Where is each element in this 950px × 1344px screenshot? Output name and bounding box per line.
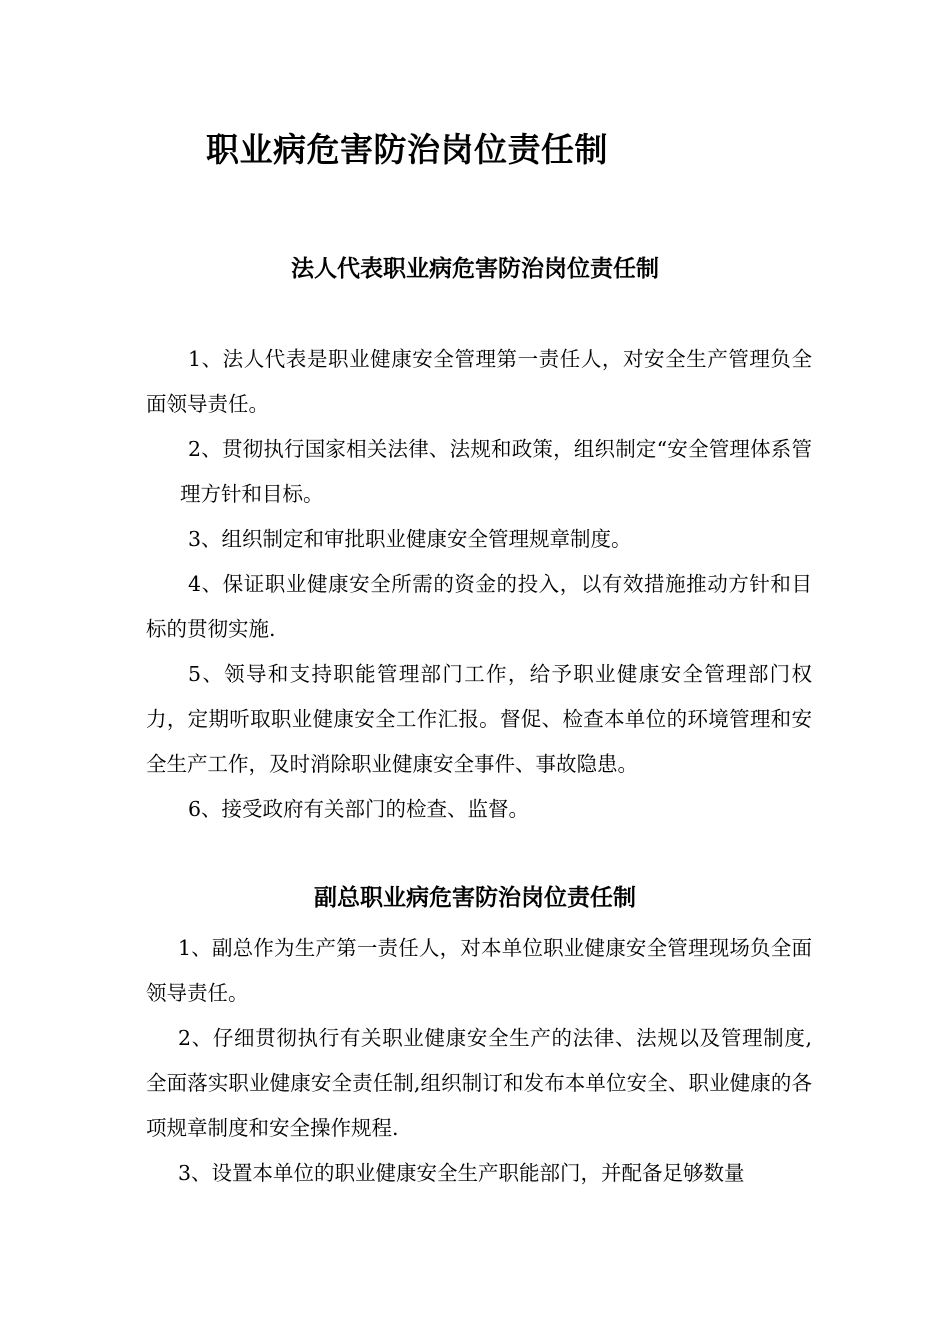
clause-legal-6: 6、接受政府有关部门的检查、监督。 [188,797,530,821]
section-heading-deputy-manager: 副总职业病危害防治岗位责任制 [314,885,636,911]
clause-deputy-1: 1、副总作为生产第一责任人，对本单位职业健康安全管理现场负全面领导责任。 [146,936,812,1005]
clause-legal-3: 3、组织制定和审批职业健康安全管理规章制度。 [188,527,632,551]
clause-deputy-2: 2、仔细贯彻执行有关职业健康安全生产的法律、法规以及管理制度,全面落实职业健康安全责任制,组织制订和发布本单位安全、职业健康的各项规章制度和安全操作规程. [146,1026,812,1140]
clause-deputy-3: 3、设置本单位的职业健康安全生产职能部门，并配备足够数量 [178,1161,745,1185]
clause-legal-1: 1、法人代表是职业健康安全管理第一责任人，对安全生产管理负全面领导责任。 [146,347,812,416]
clause-legal-2: 2、贯彻执行国家相关法律、法规和政策，组织制定“安全管理体系管理方针和目标。 [180,437,812,506]
section-heading-legal-representative: 法人代表职业病危害防治岗位责任制 [291,256,659,282]
clause-legal-5: 5、领导和支持职能管理部门工作，给予职业健康安全管理部门权力，定期听取职业健康安全工作汇报。督促、检查本单位的环境管理和安全生产工作，及时消除职业健康安全事件、事故隐患。 [146,662,812,776]
document-title: 职业病危害防治岗位责任制 [206,130,608,169]
clause-legal-4: 4、保证职业健康安全所需的资金的投入，以有效措施推动方针和目标的贯彻实施. [146,572,812,641]
